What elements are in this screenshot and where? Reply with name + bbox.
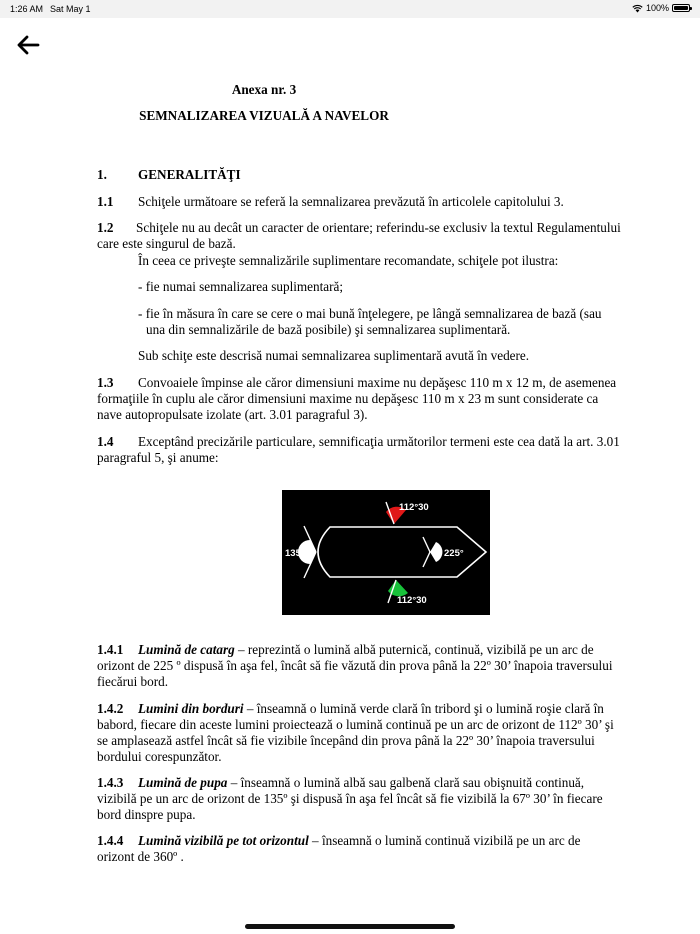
left-sector-label: 135° — [285, 548, 305, 559]
paragraph-text: Convoaiele împinse ale căror dimensiuni maxime nu depăşesc 110 m x 12 m, de asemenea — [138, 375, 617, 390]
bottom-sector-label: 112°30 — [397, 595, 427, 606]
paragraph-1-3 — [97, 375, 649, 391]
back-button[interactable] — [14, 32, 42, 58]
paragraph-text: – reprezintă o lumină albă puternică, continuă, vizibilă pe un arc de — [234, 642, 594, 657]
list-item: - fie numai semnalizarea suplimentară; — [138, 279, 344, 294]
paragraph-1-4-1 — [97, 642, 649, 658]
paragraph-text: orizont de 225 º dispusă în aşa fel, încât să fie văzută din prova până la 22º 30’ înapoia traversului — [97, 658, 613, 673]
sector-line — [423, 537, 430, 552]
paragraph-text: babord, fiecare din aceste lumini proiectează o lumină continuă pe un arc de orizont de 112º 30’ şi — [97, 717, 614, 732]
paragraph-text: bordului corespunzător. — [97, 749, 222, 764]
paragraph-number: 1.4.1 — [97, 642, 124, 657]
paragraph-text: fiecărui bord. — [97, 674, 169, 689]
paragraph-number: 1.2 — [97, 220, 114, 235]
masthead-light — [430, 542, 442, 562]
annex-label: Anexa nr. 3 — [231, 82, 297, 97]
paragraph-body — [138, 775, 584, 791]
paragraph-number: 1.4 — [97, 434, 114, 449]
paragraph-text: se amplasează astfel încât să fie vizibile începând din prova până la 22º 30’ înapoia traversului — [97, 733, 595, 748]
document-title: SEMNALIZAREA VIZUALĂ A NAVELOR — [139, 108, 389, 123]
paragraph-text: – înseamnă o lumină continuă vizibilă pe un arc de — [308, 833, 581, 848]
top-sector-label: 112°30 — [399, 502, 429, 513]
right-sector-label: 225° — [444, 548, 464, 559]
paragraph-number: 1.4.3 — [97, 775, 124, 790]
paragraph-text: – înseamnă o lumină verde clară în tribord şi o lumină roşie clară în — [243, 701, 604, 716]
paragraph-number: 1.4.4 — [97, 833, 124, 848]
section-number: 1. — [97, 167, 107, 182]
paragraph-1-4-4 — [97, 833, 649, 849]
paragraph-1-4-2 — [97, 701, 649, 717]
battery-icon — [672, 4, 690, 12]
paragraph-body — [138, 833, 580, 849]
status-date: Sat May 1 — [50, 4, 91, 14]
section-title: GENERALITĂŢI — [138, 167, 241, 182]
paragraph-number: 1.4.2 — [97, 701, 124, 716]
section-heading — [97, 167, 649, 183]
paragraph-body — [138, 701, 604, 717]
paragraph-1-4-3 — [97, 775, 649, 791]
home-indicator[interactable] — [245, 924, 455, 929]
term: Lumină de catarg — [138, 642, 235, 657]
paragraph-number: 1.1 — [97, 194, 114, 209]
sector-line — [423, 552, 430, 567]
status-time: 1:26 AM — [10, 4, 44, 14]
list-item-continuation: una din semnalizările de bază posibile) şi semnalizarea suplimentară. — [146, 322, 511, 337]
term: Lumină de pupa — [138, 775, 228, 790]
paragraph-text: Schiţele nu au decât un caracter de orientare; referindu-se exclusiv la textul Regulamentului — [136, 220, 621, 235]
vessel-lights-diagram — [282, 490, 490, 615]
wifi-icon — [632, 4, 643, 13]
paragraph-text: paragraful 5, şi anume: — [97, 450, 219, 465]
paragraph-text: Exceptând precizările particulare, semnificaţia următorilor termeni este cea dată la art. 3.01 — [138, 434, 620, 449]
paragraph-1-2 — [97, 220, 649, 236]
paragraph-text: Sub schiţe este descrisă numai semnalizarea suplimentară avută în vedere. — [138, 348, 530, 363]
battery-percent: 100% — [645, 3, 669, 13]
paragraph-1-4 — [97, 434, 649, 450]
list-item: - fie în măsura în care se cere o mai bună înţelegere, pe lângă semnalizarea de bază (sau — [138, 306, 602, 321]
paragraph-text: care este singurul de bază. — [97, 236, 236, 251]
paragraph-text: – înseamnă o lumină albă sau galbenă clară sau obişnuită continuă, — [227, 775, 585, 790]
paragraph-text: bord dinspre pupa. — [97, 807, 196, 822]
arrow-left-icon — [14, 32, 42, 58]
paragraph-text: În ceea ce priveşte semnalizările suplimentare recomandate, schiţele pot ilustra: — [138, 253, 559, 268]
paragraph-text: nave autopropulsate izolate (art. 3.01 paragraful 3). — [97, 407, 368, 422]
paragraph-1-1 — [97, 194, 649, 210]
paragraph-body — [138, 642, 594, 658]
paragraph-number: 1.3 — [97, 375, 114, 390]
paragraph-text: vizibilă pe un arc de orizont de 135º şi dispusă în aşa fel încât să fie vizibilă la 67º 30’ în fiecare — [97, 791, 603, 806]
paragraph-text: Schiţele următoare se referă la semnalizarea prevăzută în articolele capitolului 3. — [138, 194, 564, 209]
paragraph-text: orizont de 360º . — [97, 849, 184, 864]
status-bar — [0, 0, 700, 18]
paragraph-text: formaţiile în cuplu ale căror dimensiuni maxime nu depăşesc 110 m x 23 m sunt considerate ca — [97, 391, 599, 406]
term: Lumini din borduri — [138, 701, 244, 716]
status-right — [632, 3, 690, 13]
term: Lumină vizibilă pe tot orizontul — [138, 833, 309, 848]
vessel-diagram-svg — [282, 490, 490, 615]
